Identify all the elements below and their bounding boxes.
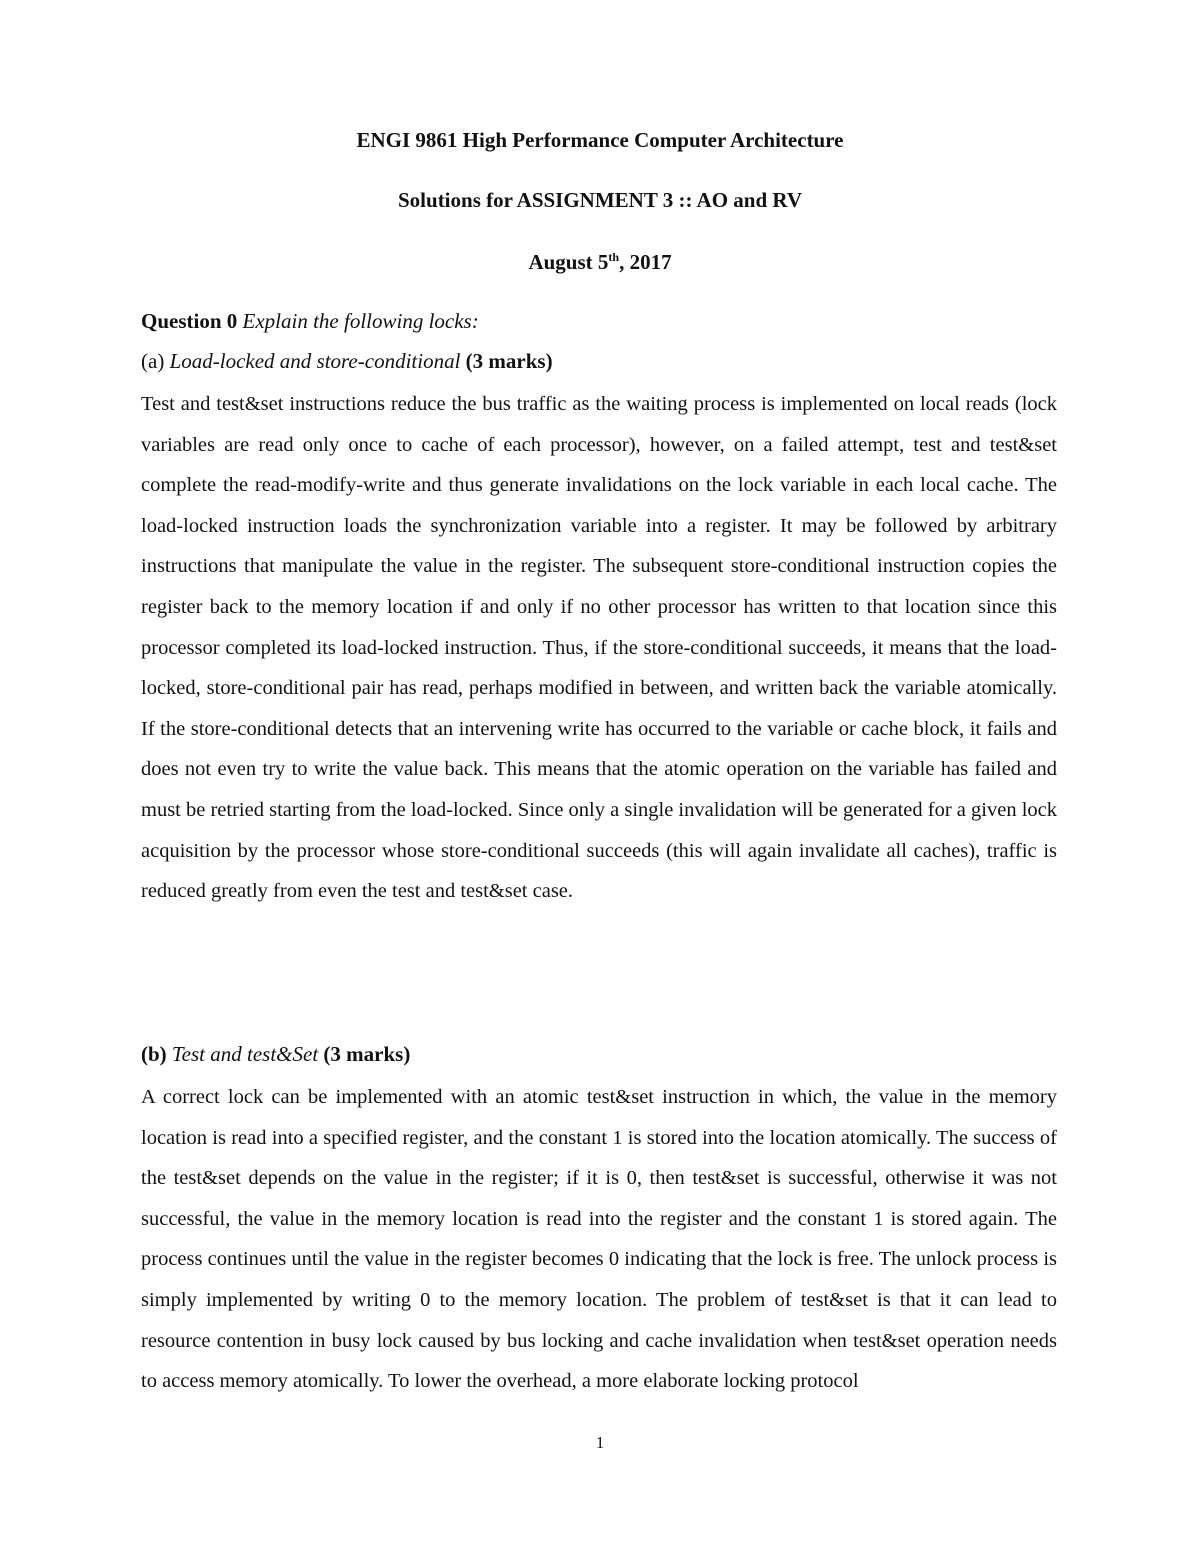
question-prompt: Explain the following locks:: [242, 309, 479, 333]
document-subtitle: Solutions for ASSIGNMENT 3 :: AO and RV: [398, 188, 802, 212]
date-prefix: August 5: [528, 250, 609, 274]
date-suffix: , 2017: [619, 250, 672, 274]
part-b-title: Test and test&Set: [171, 1042, 319, 1066]
page-number: 1: [595, 1433, 605, 1452]
part-a-label: (a): [141, 349, 165, 373]
part-a-body: Test and test&set instructions reduce the bus traffic as the waiting process is implemented on local reads (lock variables are read only once to cache of each processor), however, on a failed attempt, test and test&set complete the read-modify-write and thus generate invalidations on the lock variable in each local cache. The load-locked instruction loads the synchronization variable into a register. It may be followed by arbitrary instructions that manipulate the value in the register. The subsequent store-conditional instruction copies the register back to the memory location if and only if no other processor has written to that location since this processor completed its load-locked instruction. Thus, if the store-conditional succeeds, it means that the load-locked, store-conditional pair has read, perhaps modified in between, and written back the variable atomically. If the store-conditional detects that an intervening write has occurred to the variable or cache block, it fails and does not even try to write the value back. This means that the atomic operation on the variable has failed and must be retried starting from the load-locked. Since only a single invalidation will be generated for a given lock acquisition by the processor whose store-conditional succeeds (this will again invalidate all caches), traffic is reduced greatly from even the test and test&set case.: [141, 393, 1057, 903]
question-heading: [141, 308, 479, 334]
part-a-title: Load-locked and store-conditional: [169, 349, 461, 373]
part-b-marks: (3 marks): [323, 1042, 411, 1066]
part-b-heading: [141, 1041, 410, 1067]
question-label: Question 0: [141, 309, 238, 333]
part-a-marks: (3 marks): [465, 349, 553, 373]
part-b-label: (b): [141, 1042, 167, 1066]
part-a-heading: [141, 348, 553, 374]
document-title: ENGI 9861 High Performance Computer Architecture: [356, 128, 844, 152]
date-superscript: th: [608, 250, 620, 264]
document-date: [0, 249, 1200, 275]
part-b-body: A correct lock can be implemented with an atomic test&set instruction in which, the value in the memory location is read into a specified register, and the constant 1 is stored into the location atomically. The success of the test&set depends on the value in the register; if it is 0, then test&set is successful, otherwise it was not successful, the value in the memory location is read into the register and the constant 1 is stored again. The process continues until the value in the register becomes 0 indicating that the lock is free. The unlock process is simply implemented by writing 0 to the memory location. The problem of test&set is that it can lead to resource contention in busy lock caused by bus locking and cache invalidation when test&set operation needs to access memory atomically. To lower the overhead, a more elaborate locking protocol: [141, 1086, 1057, 1393]
